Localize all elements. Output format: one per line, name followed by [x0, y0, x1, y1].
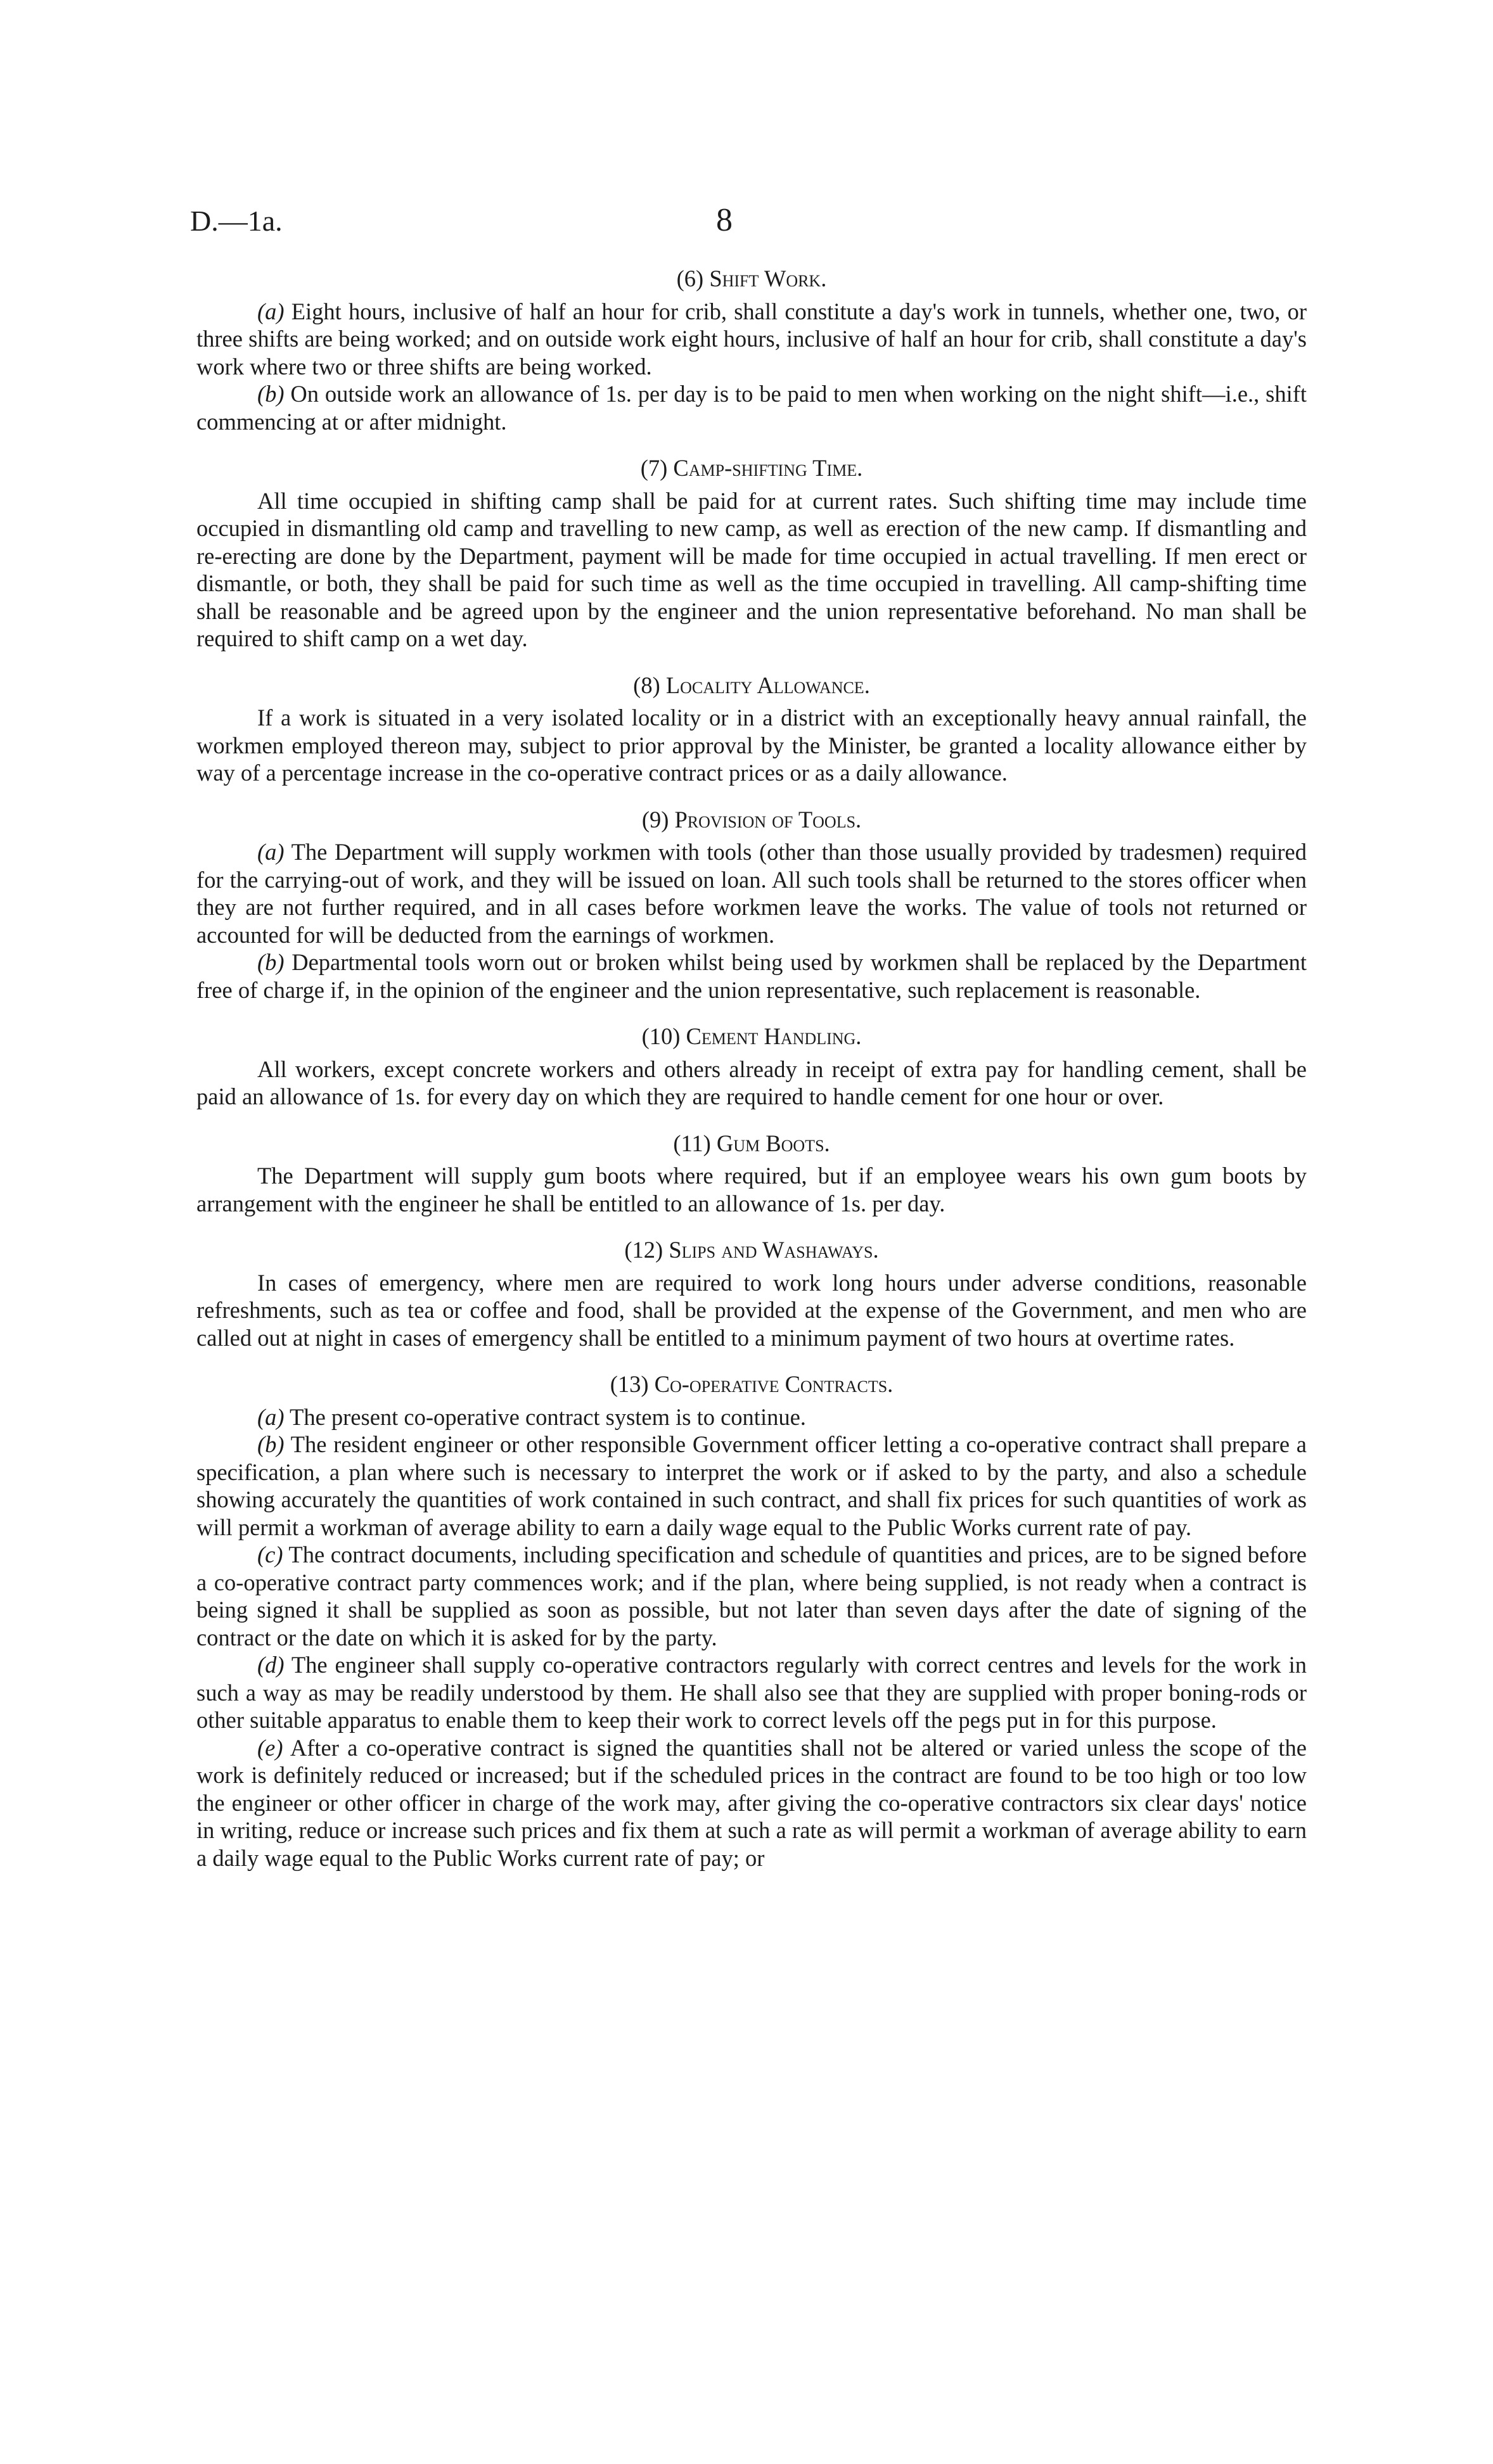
paragraph-text: The resident engineer or other responsible Government officer letting a co-operative contract shall prepare a specification, a plan where such is necessary to interpret the work or if asked to by the party, and also a schedule showing accurately the quantities of work contained in such contract, and shall fix prices for such quantities of work as will permit a workman of average ability to earn a daily wage equal to the Public Works current rate of pay.: [196, 1431, 1307, 1540]
paragraph: [196, 1056, 1307, 1111]
section-shift-work: [196, 265, 1307, 435]
section-heading: (8) Locality Allowance.: [633, 672, 870, 698]
section-locality-allowance: [196, 672, 1307, 787]
paragraph-text: The present co-operative contract system is to continue.: [290, 1403, 806, 1430]
paragraph-label: (b): [257, 1431, 285, 1457]
paragraph-label: (b): [257, 949, 285, 975]
section-heading: (10) Cement Handling.: [641, 1023, 862, 1049]
paragraph: [196, 487, 1307, 653]
section-co-operative-contracts: [196, 1370, 1307, 1872]
paragraph-text: Eight hours, inclusive of half an hour for crib, shall constitute a day's work in tunnels, whether one, two, or three shifts are being worked; and on outside work eight hours, inclusive of half an hour for crib, shall constitute a day's work where two or three shifts are being worked.: [196, 298, 1307, 380]
document-reference: D.—1a.: [190, 205, 283, 237]
paragraph-text: After a co-operative contract is signed the quantities shall not be altered or varied unless the scope of the work is definitely reduced or increased; but if the scheduled prices in the contract are found to be too high or too low the engineer or other officer in charge of the work may, after giving the co-operative contractors six clear days' notice in writing, reduce or increase such prices and fix them at such a rate as will permit a workman of average ability to earn a daily wage equal to the Public Works current rate of pay; or: [196, 1734, 1307, 1871]
paragraph-label: (a): [257, 1403, 285, 1430]
section-heading: (12) Slips and Washaways.: [624, 1237, 879, 1263]
paragraph-text: In cases of emergency, where men are required to work long hours under adverse conditions, reasonable refreshments, such as tea or coffee and food, shall be provided at the expense of the Government, and men who are called out at night in cases of emergency shall be entitled to a minimum payment of two hours at overtime rates.: [196, 1269, 1307, 1351]
paragraph-text: Departmental tools worn out or broken whilst being used by workmen shall be replaced by the Department free of charge if, in the opinion of the engineer and the union representative, such replacement is reasonable.: [196, 949, 1307, 1003]
section-heading: (7) Camp-shifting Time.: [640, 455, 863, 481]
paragraph-label: (e): [257, 1734, 283, 1761]
paragraph-text: The contract documents, including specification and schedule of quantities and prices, are to be signed before a co-operative contract party commences work; and if the plan, where being supplied, is not ready when a contract is being signed it shall be supplied as soon as possible, but not later than seven days after the date of signing of the contract or the date on which it is asked for by the party.: [196, 1542, 1307, 1650]
paragraph: [196, 380, 1307, 435]
paragraph-label: (d): [257, 1652, 285, 1678]
paragraph-label: (b): [257, 381, 285, 407]
section-provision-of-tools: [196, 806, 1307, 1004]
paragraph: [196, 1541, 1307, 1651]
paragraph-text: The Department will supply gum boots where required, but if an employee wears his own gum boots by arrangement with the engineer he shall be entitled to an allowance of 1s. per day.: [196, 1163, 1307, 1216]
paragraph: [196, 298, 1307, 381]
paragraph: [196, 1269, 1307, 1352]
section-heading: (11) Gum Boots.: [673, 1130, 830, 1156]
paragraph: [196, 838, 1307, 948]
paragraph-text: The Department will supply workmen with tools (other than those usually provided by tradesmen) required for the carrying-out of work, and they will be issued on loan. All such tools shall be returned to the stores officer when they are not further required, and in all cases before workmen leave the works. The value of tools not returned or accounted for will be deducted from the earnings of workmen.: [196, 839, 1307, 948]
paragraph-label: (c): [257, 1542, 283, 1567]
paragraph: [196, 1403, 1307, 1431]
section-heading: (9) Provision of Tools.: [641, 806, 862, 833]
paragraph-text: All time occupied in shifting camp shall be paid for at current rates. Such shifting time may include time occupied in dismantling old camp and travelling to new camp, as well as erection of the new camp. If dismantling and re-erecting are done by the Department, payment will be made for time occupied in actual travelling. If men erect or dismantle, or both, they shall be paid for such time as well as the time occupied in travelling. All camp-shifting time shall be reasonable and be agreed upon by the engineer and the union representative beforehand. No man shall be required to shift camp on a wet day.: [196, 487, 1307, 651]
paragraph: [196, 704, 1307, 787]
section-cement-handling: [196, 1023, 1307, 1111]
section-gum-boots: [196, 1130, 1307, 1218]
paragraph: [196, 1162, 1307, 1217]
document-body: [196, 265, 1307, 1891]
paragraph: [196, 1734, 1307, 1872]
section-heading: (13) Co-operative Contracts.: [610, 1371, 894, 1397]
section-heading: (6) Shift Work.: [676, 265, 827, 291]
paragraph-text: All workers, except concrete workers and others already in receipt of extra pay for handling cement, shall be paid an allowance of 1s. for every day on which they are required to handle cement for one hour or over.: [196, 1056, 1307, 1109]
paragraph: [196, 1651, 1307, 1734]
paragraph: [196, 948, 1307, 1004]
section-slips-and-washaways: [196, 1236, 1307, 1351]
paragraph-text: The engineer shall supply co-operative contractors regularly with correct centres and levels for the work in such a way as may be readily understood by them. He shall also see that they are supplied with proper boning-rods or other suitable apparatus to enable them to keep their work to correct levels off the pegs put in for this purpose.: [196, 1652, 1307, 1733]
paragraph: [196, 1431, 1307, 1541]
paragraph-text: On outside work an allowance of 1s. per day is to be paid to men when working on the night shift—i.e., shift commencing at or after midnight.: [196, 381, 1307, 435]
section-camp-shifting-time: [196, 454, 1307, 653]
paragraph-label: (a): [257, 298, 285, 324]
paragraph-label: (a): [257, 839, 285, 865]
page-number: 8: [716, 202, 733, 238]
paragraph-text: If a work is situated in a very isolated locality or in a district with an exceptionally heavy annual rainfall, the workmen employed thereon may, subject to prior approval by the Minister, be granted a locality allowance either by way of a percentage increase in the co-operative contract prices or as a daily allowance.: [196, 705, 1307, 786]
